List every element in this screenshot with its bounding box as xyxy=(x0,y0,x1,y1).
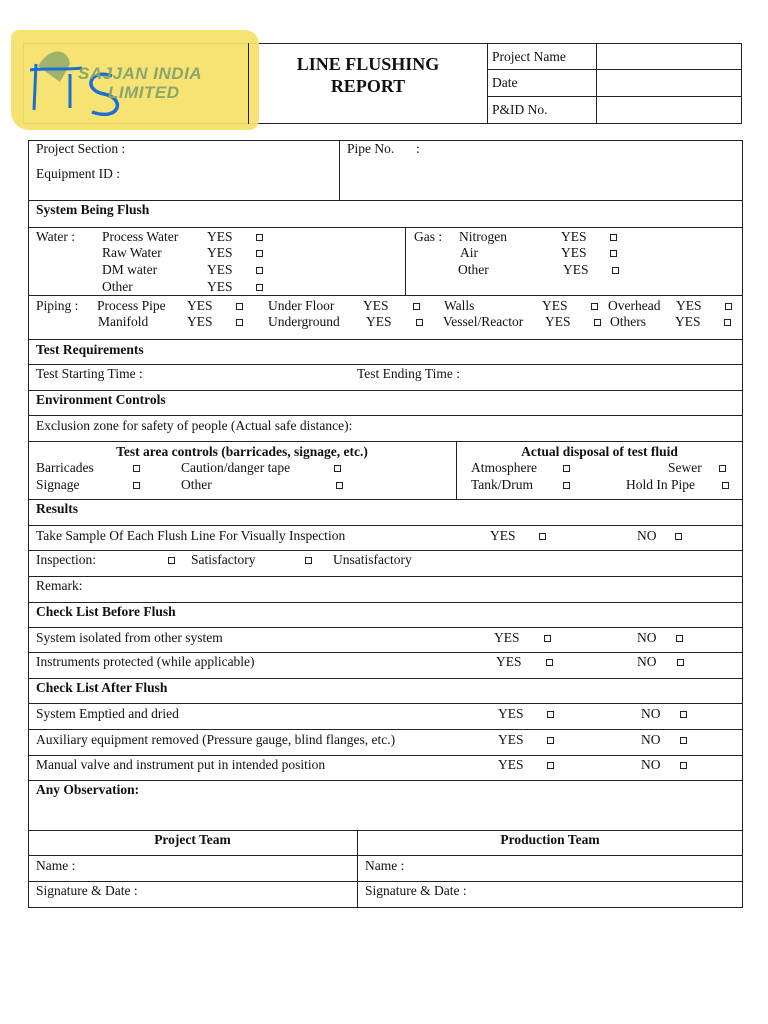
after-no-2: NO xyxy=(641,732,661,747)
piping-yes-4: YES xyxy=(676,298,702,313)
line-piping-top xyxy=(28,295,743,296)
project-name-sign-label: Name : xyxy=(36,858,76,873)
water-item-dm: DM water xyxy=(102,262,158,277)
tank-drum-label: Tank/Drum xyxy=(471,477,534,492)
line-env-top xyxy=(28,390,743,391)
remark-label: Remark: xyxy=(36,578,83,593)
checkbox-controls-other[interactable] xyxy=(336,482,343,489)
env-heading: Environment Controls xyxy=(36,392,166,407)
atmosphere-label: Atmosphere xyxy=(471,460,537,475)
checkbox-caution-tape[interactable] xyxy=(334,465,341,472)
observation-field[interactable] xyxy=(30,800,740,828)
piping-yes-2: YES xyxy=(363,298,389,313)
header-divider-right xyxy=(487,43,488,124)
line-env-bottom xyxy=(28,415,743,416)
logo-line-1: SAJJAN INDIA xyxy=(78,64,203,83)
after-no-3: NO xyxy=(641,757,661,772)
exclusion-zone-label: Exclusion zone for safety of people (Actual safe distance): xyxy=(36,418,353,433)
gas-label: Gas : xyxy=(414,229,443,244)
piping-under-floor: Under Floor xyxy=(268,298,335,313)
inspection-label: Inspection: xyxy=(36,552,96,567)
project-name-field[interactable] xyxy=(597,44,741,68)
water-item-other: Other xyxy=(102,279,133,294)
pipe-no-label: Pipe No. xyxy=(347,141,395,156)
line-teams-top xyxy=(28,830,743,831)
logo-line-2: LIMITED xyxy=(108,83,180,102)
line-observation-top xyxy=(28,780,743,781)
sewer-label: Sewer xyxy=(668,460,702,475)
piping-label: Piping : xyxy=(36,298,79,313)
project-signature-label: Signature & Date : xyxy=(36,883,138,898)
checkbox-raw-water[interactable] xyxy=(256,250,263,257)
water-label: Water : xyxy=(36,229,76,244)
line-system-top xyxy=(28,200,743,201)
checkbox-water-other[interactable] xyxy=(256,284,263,291)
line-testreq-bottom xyxy=(28,364,743,365)
checkbox-sewer[interactable] xyxy=(719,465,726,472)
checkbox-process-water[interactable] xyxy=(256,234,263,241)
barricades-label: Barricades xyxy=(36,460,94,475)
project-name-label: Project Name xyxy=(492,49,566,64)
checkbox-overhead[interactable] xyxy=(725,303,732,310)
line-teams-name xyxy=(28,855,743,856)
water-item-process: Process Water xyxy=(102,229,179,244)
after-item-2: Auxiliary equipment removed (Pressure gauge, blind flanges, etc.) xyxy=(36,732,396,747)
results-heading: Results xyxy=(36,501,79,516)
checkbox-process-pipe[interactable] xyxy=(236,303,243,310)
piping-yes-6: YES xyxy=(366,314,392,329)
observation-heading: Any Observation: xyxy=(36,782,140,797)
sample-no: NO xyxy=(637,528,657,543)
checkbox-others[interactable] xyxy=(724,319,731,326)
caution-tape-label: Caution/danger tape xyxy=(181,460,291,475)
checkbox-after-1-no[interactable] xyxy=(680,711,687,718)
before-no-2: NO xyxy=(637,654,657,669)
checkbox-after-2-no[interactable] xyxy=(680,737,687,744)
test-start-label: Test Starting Time : xyxy=(36,366,143,381)
project-team-heading: Project Team xyxy=(154,832,231,847)
checkbox-signage[interactable] xyxy=(133,482,140,489)
line-system-bottom xyxy=(28,227,743,228)
system-heading: System Being Flush xyxy=(36,202,150,217)
controls-other-label: Other xyxy=(181,477,212,492)
report-title-line-2: REPORT xyxy=(330,76,406,96)
checkbox-sample-no[interactable] xyxy=(675,533,682,540)
checkbox-tank-drum[interactable] xyxy=(563,482,570,489)
gas-item-nitrogen: Nitrogen xyxy=(459,229,507,244)
checkbox-underground[interactable] xyxy=(416,319,423,326)
before-item-2: Instruments protected (while applicable) xyxy=(36,654,255,669)
piping-underground: Underground xyxy=(268,314,340,329)
checkbox-walls[interactable] xyxy=(591,303,598,310)
line-after-3 xyxy=(28,755,743,756)
line-results-top xyxy=(28,499,743,500)
project-section-label: Project Section : xyxy=(36,141,126,156)
test-end-label: Test Ending Time : xyxy=(357,366,460,381)
production-name-label: Name : xyxy=(365,858,405,873)
checkbox-satisfactory[interactable] xyxy=(168,557,175,564)
gas-item-air: Air xyxy=(460,245,478,260)
checkbox-after-3-yes[interactable] xyxy=(547,762,554,769)
after-item-3: Manual valve and instrument put in intended position xyxy=(36,757,326,772)
date-label: Date xyxy=(492,75,518,90)
pid-label: P&ID No. xyxy=(492,102,548,117)
sample-yes: YES xyxy=(490,528,516,543)
pid-field[interactable] xyxy=(597,97,741,123)
after-yes-1: YES xyxy=(498,706,524,721)
water-item-raw: Raw Water xyxy=(102,245,162,260)
checkbox-manifold[interactable] xyxy=(236,319,243,326)
gas-yes-1: YES xyxy=(561,229,587,244)
line-testreq-top xyxy=(28,339,743,340)
water-yes-3: YES xyxy=(207,262,233,277)
piping-manifold: Manifold xyxy=(98,314,149,329)
water-gas-divider xyxy=(405,227,406,295)
line-after-top xyxy=(28,678,743,679)
pipe-no-colon: : xyxy=(416,141,420,156)
water-yes-4: YES xyxy=(207,279,233,294)
piping-yes-3: YES xyxy=(542,298,568,313)
checkbox-before-2-no[interactable] xyxy=(677,659,684,666)
water-yes-1: YES xyxy=(207,229,233,244)
date-field[interactable] xyxy=(597,70,741,95)
after-yes-3: YES xyxy=(498,757,524,772)
checkbox-gas-other[interactable] xyxy=(612,267,619,274)
before-item-1: System isolated from other system xyxy=(36,630,223,645)
line-teams-sign xyxy=(28,881,743,882)
checkbox-air[interactable] xyxy=(610,250,617,257)
piping-yes-1: YES xyxy=(187,298,213,313)
gas-item-other: Other xyxy=(458,262,489,277)
checkbox-after-3-no[interactable] xyxy=(680,762,687,769)
gas-yes-2: YES xyxy=(561,245,587,260)
line-before-2 xyxy=(28,652,743,653)
unsatisfactory-label: Unsatisfactory xyxy=(333,552,412,567)
line-after-1 xyxy=(28,703,743,704)
before-heading: Check List Before Flush xyxy=(36,604,176,619)
hold-in-pipe-label: Hold In Pipe xyxy=(626,477,695,492)
checkbox-unsatisfactory[interactable] xyxy=(305,557,312,564)
checkbox-after-2-yes[interactable] xyxy=(547,737,554,744)
checkbox-under-floor[interactable] xyxy=(413,303,420,310)
piping-yes-7: YES xyxy=(545,314,571,329)
line-after-2 xyxy=(28,729,743,730)
checkbox-vessel[interactable] xyxy=(594,319,601,326)
after-no-1: NO xyxy=(641,706,661,721)
checkbox-dm-water[interactable] xyxy=(256,267,263,274)
equipment-id-label: Equipment ID : xyxy=(36,166,120,181)
piping-yes-5: YES xyxy=(187,314,213,329)
piping-overhead: Overhead xyxy=(608,298,661,313)
checkbox-nitrogen[interactable] xyxy=(610,234,617,241)
piping-vessel: Vessel/Reactor xyxy=(443,314,524,329)
line-inspection-top xyxy=(28,550,743,551)
line-results-bottom xyxy=(28,525,743,526)
project-divider xyxy=(339,140,340,200)
checkbox-barricades[interactable] xyxy=(133,465,140,472)
before-yes-2: YES xyxy=(496,654,522,669)
piping-walls: Walls xyxy=(444,298,475,313)
production-team-heading: Production Team xyxy=(500,832,600,847)
satisfactory-label: Satisfactory xyxy=(191,552,256,567)
piping-others: Others xyxy=(610,314,646,329)
sample-label: Take Sample Of Each Flush Line For Visually Inspection xyxy=(36,528,346,543)
controls-heading: Test area controls (barricades, signage, etc.) xyxy=(116,444,368,459)
company-logo xyxy=(30,46,245,116)
production-signature-label: Signature & Date : xyxy=(365,883,467,898)
after-heading: Check List After Flush xyxy=(36,680,168,695)
disposal-heading: Actual disposal of test fluid xyxy=(521,444,678,459)
checkbox-after-1-yes[interactable] xyxy=(547,711,554,718)
gas-yes-3: YES xyxy=(563,262,589,277)
checkbox-before-2-yes[interactable] xyxy=(546,659,553,666)
checkbox-atmosphere[interactable] xyxy=(563,465,570,472)
line-before-1 xyxy=(28,627,743,628)
line-controls-top xyxy=(28,441,743,442)
before-no-1: NO xyxy=(637,630,657,645)
checkbox-before-1-yes[interactable] xyxy=(544,635,551,642)
water-yes-2: YES xyxy=(207,245,233,260)
signage-label: Signage xyxy=(36,477,80,492)
piping-yes-8: YES xyxy=(675,314,701,329)
piping-process-pipe: Process Pipe xyxy=(97,298,166,313)
after-item-1: System Emptied and dried xyxy=(36,706,179,721)
before-yes-1: YES xyxy=(494,630,520,645)
after-yes-2: YES xyxy=(498,732,524,747)
line-remark-top xyxy=(28,576,743,577)
checkbox-sample-yes[interactable] xyxy=(539,533,546,540)
line-before-top xyxy=(28,602,743,603)
checkbox-hold-in-pipe[interactable] xyxy=(722,482,729,489)
checkbox-before-1-no[interactable] xyxy=(676,635,683,642)
test-req-heading: Test Requirements xyxy=(36,342,144,357)
report-title-line-1: LINE FLUSHING xyxy=(296,54,440,74)
